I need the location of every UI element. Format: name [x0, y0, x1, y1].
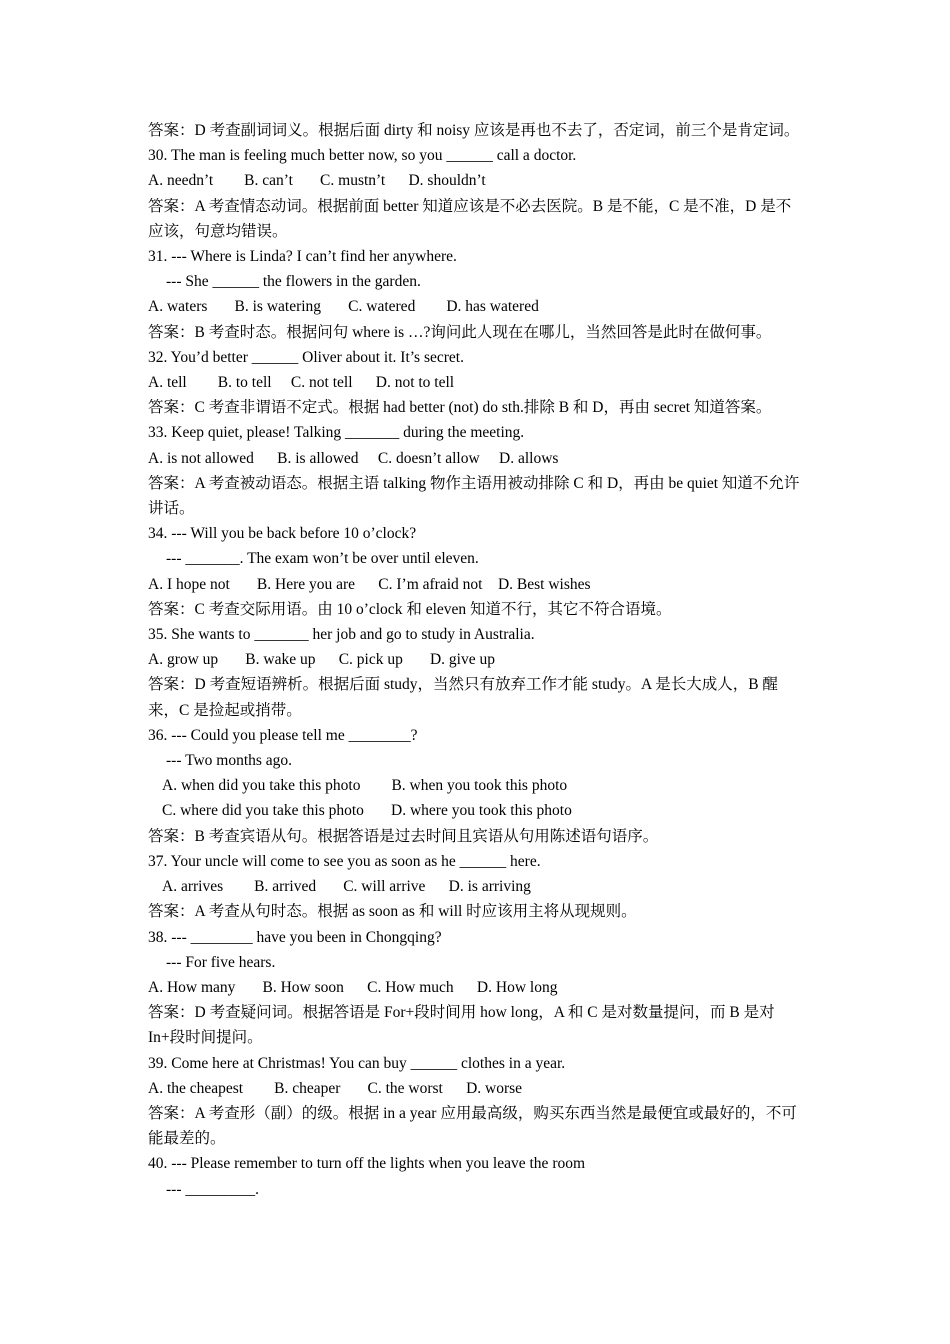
- question-line: 32. You’d better ______ Oliver about it. It’s secret.: [148, 348, 464, 366]
- dialog-line: --- For five hears.: [166, 953, 276, 971]
- dialog-line: --- She ______ the flowers in the garden.: [166, 273, 421, 291]
- document-body: [148, 118, 802, 1202]
- options-line: A. I hope not B. Here you are C. I’m afraid not D. Best wishes: [148, 575, 591, 593]
- dialog-line: --- _______. The exam won’t be over until eleven.: [166, 550, 479, 568]
- answer-line: 答案：C 考查交际用语。由 10 o’clock 和 eleven 知道不行，其它不符合语境。: [148, 600, 672, 618]
- question-line: 36. --- Could you please tell me ________?: [148, 726, 418, 744]
- answer-line: 答案：A 考查从句时态。根据 as soon as 和 will 时应该用主将从现规则。: [148, 903, 637, 921]
- question-line: 38. --- ________ have you been in Chongqing?: [148, 928, 442, 946]
- options-line: A. the cheapest B. cheaper C. the worst D. worse: [148, 1079, 523, 1097]
- answer-line: 答案：A 考查被动语态。根据主语 talking 物作主语用被动排除 C 和 D，再由 be quiet 知道不允许讲话。: [148, 474, 800, 518]
- options-line: A. waters B. is watering C. watered D. has watered: [148, 298, 539, 316]
- question-line: 31. --- Where is Linda? I can’t find her anywhere.: [148, 248, 457, 266]
- answer-line: 答案：A 考查形（副）的级。根据 in a year 应用最高级，购买东西当然是最便宜或最好的，不可能最差的。: [148, 1104, 797, 1148]
- options-line: A. is not allowed B. is allowed C. doesn’t allow D. allows: [148, 449, 559, 467]
- answer-line: 答案：D 考查短语辨析。根据后面 study，当然只有放弃工作才能 study。A 是长大成人，B 醒来，C 是捡起或捎带。: [148, 676, 778, 719]
- question-line: 30. The man is feeling much better now, so you ______ call a doctor.: [148, 147, 577, 165]
- options-line: A. tell B. to tell C. not tell D. not to tell: [148, 374, 455, 392]
- answer-line: 答案：C 考查非谓语不定式。根据 had better (not) do sth.排除 B 和 D，再由 secret 知道答案。: [148, 399, 772, 417]
- question-line: 33. Keep quiet, please! Talking _______ during the meeting.: [148, 424, 525, 442]
- question-line: 39. Come here at Christmas! You can buy ______ clothes in a year.: [148, 1054, 566, 1072]
- options-line: A. needn’t B. can’t C. mustn’t D. shouldn’t: [148, 172, 486, 190]
- options-line: A. grow up B. wake up C. pick up D. give up: [148, 651, 495, 669]
- question-line: 37. Your uncle will come to see you as soon as he ______ here.: [148, 852, 541, 870]
- answer-line: 答案：B 考查宾语从句。根据答语是过去时间且宾语从句用陈述语句语序。: [148, 827, 659, 845]
- answer-line: 答案：D 考查副词词义。根据后面 dirty 和 noisy 应该是再也不去了，否定词，前三个是肯定词。: [148, 122, 800, 139]
- question-line: 35. She wants to _______ her job and go to study in Australia.: [148, 626, 535, 644]
- options-line: A. when did you take this photo B. when you took this photo: [162, 777, 568, 795]
- answer-line: 答案：B 考查时态。根据问句 where is …?询问此人现在在哪儿，当然回答是此时在做何事。: [148, 323, 772, 341]
- question-line: 40. --- Please remember to turn off the lights when you leave the room: [148, 1155, 586, 1173]
- options-line: C. where did you take this photo D. where you took this photo: [162, 802, 572, 820]
- options-line: A. arrives B. arrived C. will arrive D. is arriving: [162, 878, 531, 896]
- answer-line: 答案：D 考查疑问词。根据答语是 For+段时间用 how long，A 和 C 是对数量提问，而 B 是对 In+段时间提问。: [148, 1004, 779, 1047]
- dialog-line: --- _________.: [166, 1180, 259, 1198]
- answer-line: 答案：A 考查情态动词。根据前面 better 知道应该是不必去医院。B 是不能，C 是不准，D 是不应该，句意均错误。: [148, 197, 792, 240]
- dialog-line: --- Two months ago.: [166, 752, 293, 770]
- question-line: 34. --- Will you be back before 10 o’clock?: [148, 525, 417, 543]
- options-line: A. How many B. How soon C. How much D. How long: [148, 978, 558, 996]
